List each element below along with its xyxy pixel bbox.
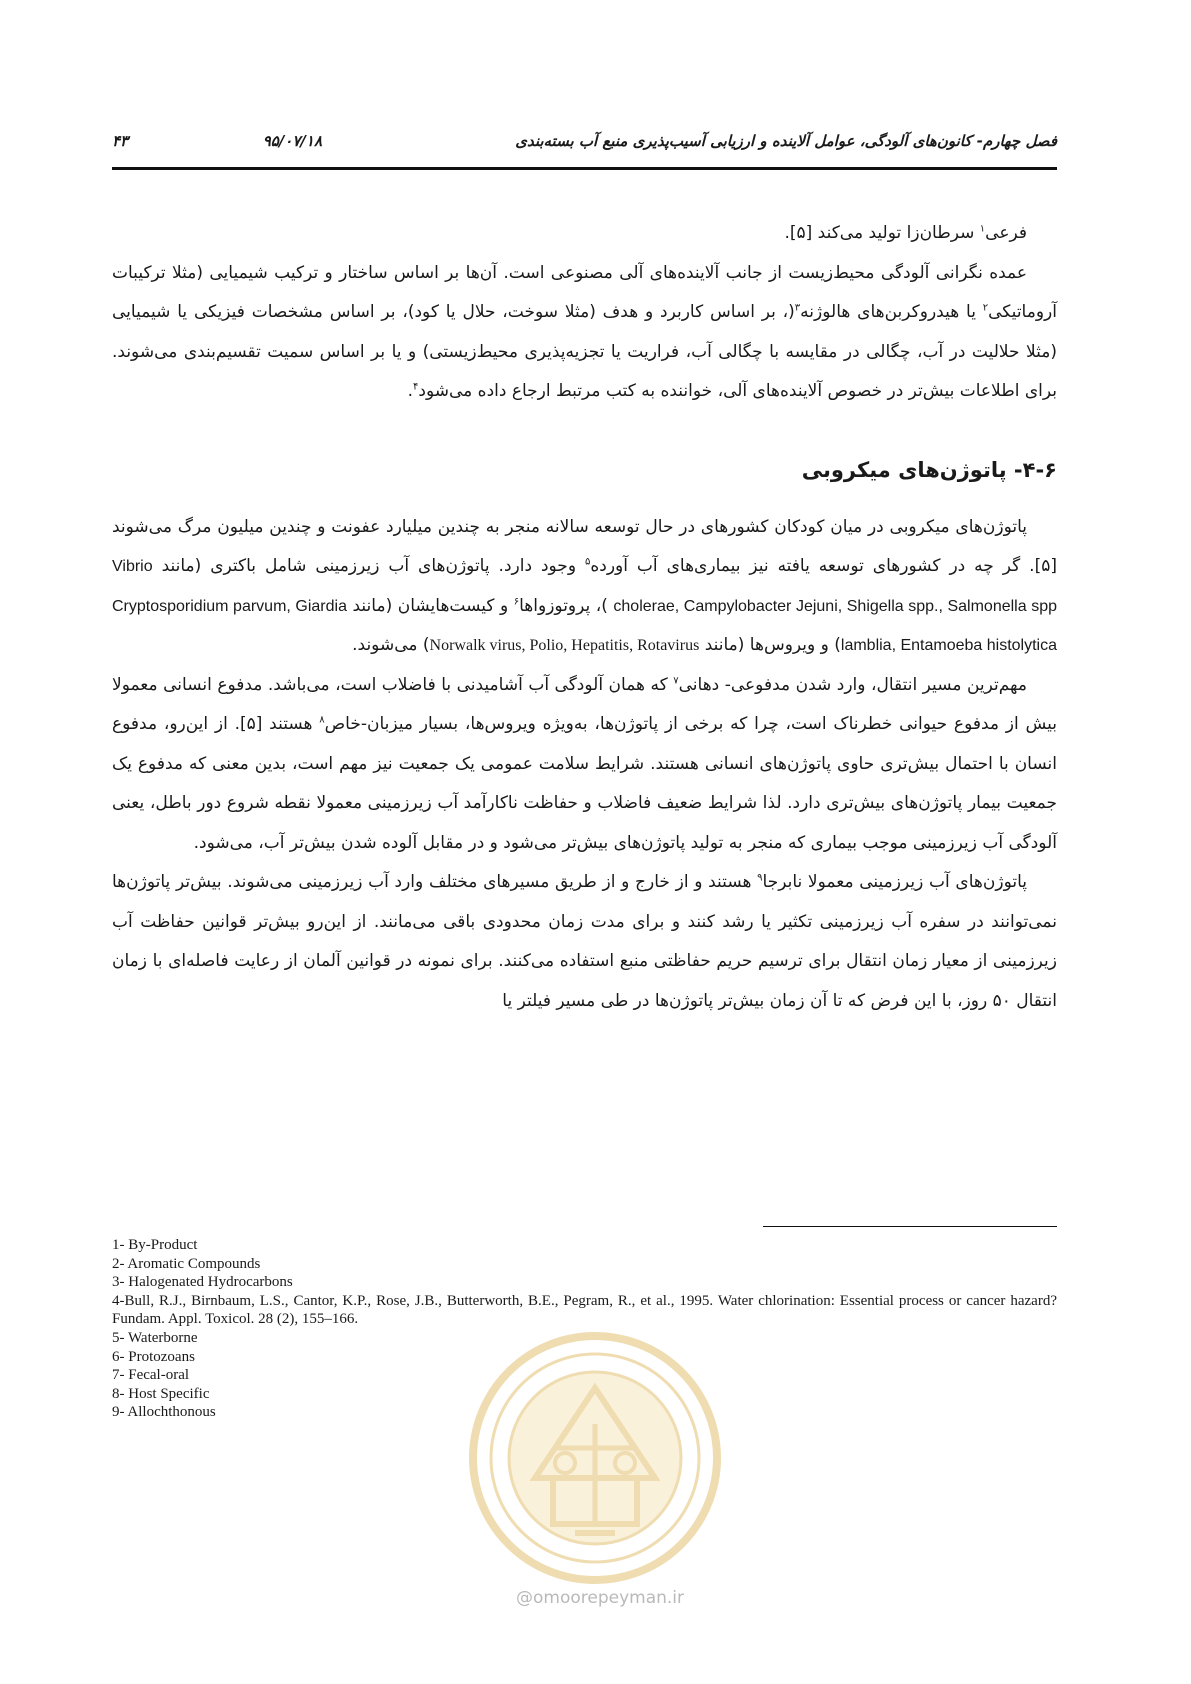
footnote-ref-3[interactable]: ۳: [794, 302, 801, 314]
protozoa-list: Cryptosporidium parvum, Giardia lamblia, Entamoeba histolytica: [112, 597, 1057, 654]
bacteria-list: Vibrio cholerae, Campylobacter Jejuni, Shigella spp., Salmonella spp: [112, 558, 1057, 615]
section-heading: ۴-۶- پاتوژن‌های میکروبی: [801, 457, 1057, 482]
footnote-8: 8- Host Specific: [112, 1385, 210, 1402]
chapter-title: فصل چهارم- کانون‌های آلودگی، عوامل آلاینده و ارزیابی آسیب‌پذیری منبع آب بسته‌بندی: [515, 132, 1057, 150]
footnote-1: 1- By-Product: [112, 1237, 198, 1253]
footnote-6: 6- Protozoans: [112, 1348, 195, 1365]
footnote-ref-2[interactable]: ۲: [982, 302, 989, 314]
footnote-9: 9- Allochthonous: [112, 1404, 216, 1421]
footnote-7: 7- Fecal-oral: [112, 1367, 190, 1384]
virus-list: Norwalk virus, Polio, Hepatitis, Rotavirus: [429, 637, 700, 654]
footnote-ref-5[interactable]: ۵: [584, 556, 591, 568]
watermark-seal-icon: [465, 1328, 725, 1588]
paragraph-3: پاتوژن‌های میکروبی در میان کودکان کشورهای در حال توسعه سالانه منجر به چندین میلیارد عفونت و چندین میلیون مرگ می‌شوند [۵]. گر چه در کشورهای توسعه یافته نیز بیماری‌های آب آورده$^۵$ وجود دارد. پاتوژن‌های آب زیرزمینی شامل باکتری (مانند Vibrio cholerae, Campylobacter Jejuni, Shigella spp., Salmonella spp )، پروتوزواها$^۶$ و کیست‌هایشان (مانند Cryptosporidium parvum, Giardia lamblia, Entamoeba histolytica) و ویروس‌ها (مانند Norwalk virus, Polio, Hepatitis, Rotavirus) می‌شوند.: [112, 516, 1057, 655]
footnote-ref-9[interactable]: ۹: [757, 872, 763, 884]
paragraph-2: عمده نگرانی آلودگی محیط‌زیست از جانب آلاینده‌های آلی مصنوعی است. آن‌ها بر اساس ساختار و ترکیب شیمیایی (مثلا ترکیبات آروماتیکی$^۲$ یا هیدروکربن‌های هالوژنه$^۳$(، بر اساس کاربرد و هدف (مثلا سوخت، حلال یا کود)، بر اساس مشخصات فیزیکی یا شیمیایی (مثلا حلالیت در آب، چگالی در مقایسه با چگالی آب، فراریت یا تجزیه‌پذیری محیط‌زیستی) و یا بر اساس سمیت تقسیم‌بندی می‌شوند. برای اطلاعات بیش‌تر در خصوص آلاینده‌های آلی، خواننده به کتب مرتبط ارجاع داده می‌شود$^۴$.: [112, 262, 1057, 401]
page-number: ۴۳: [112, 132, 129, 150]
footnote-ref-8[interactable]: ۸: [319, 714, 325, 726]
page-header: [112, 126, 1057, 152]
header-rule: [112, 167, 1057, 170]
paragraph-5: پاتوژن‌های آب زیرزمینی معمولا نابرجا$^۹$ هستند و از خارج و از طریق مسیرهای مختلف وارد آب زیرزمینی می‌شوند. بیش‌تر پاتوژن‌ها نمی‌توانند در سفره آب زیرزمینی تکثیر یا رشد کنند و برای مدت زمان محدودی باقی می‌مانند. از این‌رو بیش‌تر قوانین حفاظت آب زیرزمینی از معیار زمان انتقال برای ترسیم حریم حفاظتی منبع استفاده می‌کنند. برای نمونه در قوانین آلمان از رعایت فاصله‌ای با زمان انتقال ۵۰ روز، با این فرض که تا آن زمان بیش‌تر پاتوژن‌ها در طی مسیر فیلتر یا: [112, 872, 1057, 1011]
footnote-ref-6[interactable]: ۶: [513, 595, 520, 607]
footnote-ref-7[interactable]: ۷: [673, 674, 679, 686]
footnote-4: 4-Bull, R.J., Birnbaum, L.S., Cantor, K.P., Rose, J.B., Butterworth, B.E., Pegram, R., et al., 1995. Water chlorination: Essential process or cancer hazard? Fundam. Appl. Toxicol. 28 (2), 155–166.: [112, 1292, 1057, 1328]
footnote-ref-1[interactable]: ۱: [979, 223, 986, 235]
paragraph-4: مهم‌ترین مسیر انتقال، وارد شدن مدفوعی- دهانی$^۷$ که همان آلودگی آب آشامیدنی با فاضلاب است، می‌باشد. مدفوع انسانی معمولا بیش از مدفوع حیوانی خطرناک است، چرا که برخی از پاتوژن‌ها، به‌ویژه ویروس‌ها، بسیار میزبان-خاص$^۸$ هستند [۵]. از این‌رو، مدفوع انسان با احتمال بیش‌تری حاوی پاتوژن‌های انسانی هستند. شرایط سلامت عمومی یک جمعیت نیز مهم است، بدین معنی که مدفوع یک جمعیت بیمار پاتوژن‌های بیش‌تری دارد. لذا شرایط ضعیف فاضلاب و حفاظت ناکارآمد آب زیرزمینی معمولا نقطه شروع دور باطل، یعنی آلودگی آب زیرزمینی موجب بیماری که منجر به تولید پاتوژن‌های بیش‌تر می‌شود و در مقابل آلوده شدن بیش‌تر آب، می‌شود.: [112, 674, 1057, 853]
footnote-ref-4[interactable]: ۴: [413, 381, 419, 393]
footnote-5: 5- Waterborne: [112, 1329, 198, 1346]
footnote-3: 3- Halogenated Hydrocarbons: [112, 1274, 293, 1291]
body-text: [112, 214, 1057, 1021]
watermark-site: @omoorepeyman.ir: [515, 1588, 685, 1608]
paragraph-1: فرعی$^۱$ سرطان‌زا تولید می‌کند [۵].: [784, 223, 1027, 243]
header-date: ۹۵/۰۷/۱۸: [262, 132, 322, 150]
footnote-2: 2- Aromatic Compounds: [112, 1255, 261, 1272]
footnote-rule: [763, 1226, 1057, 1227]
